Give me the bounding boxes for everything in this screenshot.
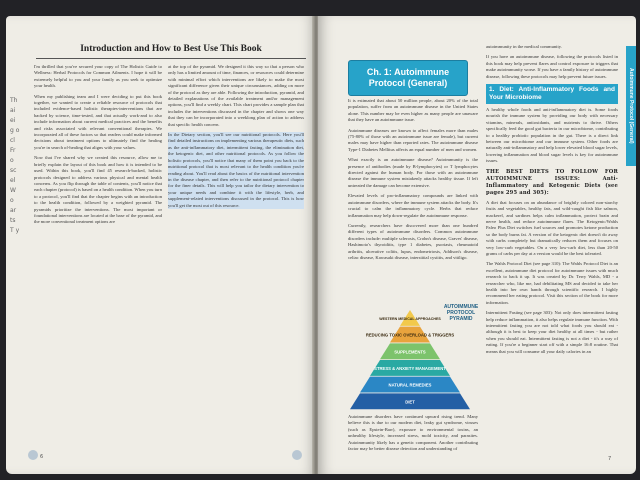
chapter-paragraph: What exactly is an autoimmune disease? Autoimmunity is the presence of antibodies (made by B-lymphocytes) or T lymphocytes directed against the human body. For those with an autoimmune disease the immune system mistakenly attacks healthy tissue. If left untreated the damage can become extensive.: [348, 157, 478, 188]
page-number: 6: [40, 454, 44, 460]
left-column-1: [34, 64, 162, 434]
chapter-paragraph: autoimmunity in the medical community.: [486, 44, 562, 49]
pyramid-level-label: WESTERN MEDICAL APPROACHES: [379, 316, 441, 321]
margin-notes: Th ai ei g o cl Fr o sc el W o ar ts T y: [10, 97, 20, 234]
left-column-2: [168, 64, 304, 434]
chapter-paragraph: Elevated levels of pro-inflammatory compounds are linked with autoimmune disorders, where the immune system attacks the body. It's crucial to calm the inflammatory cycle. Herbs that reduce inflammation may help down-regulate the autoimmune response.: [348, 193, 478, 218]
chapter-paragraph: A healthy whole foods and anti-inflammatory diet is. Some foods nourish the immune system by providing our body with necessary vitamins, minerals, antioxidants, and nutrients to thrive. Others specifically feed the good gut bacteria in our microbiome, contributing to a healthy probiotic population in the gut. There is a direct link between our microbiome and our immune system. Other foods are naturally anti-inflammatory and help lower elevated blood sugar levels, lowering inflammation and blood sugar levels is key for autoimmune issues.: [486, 107, 618, 164]
intro-paragraph: I'm thrilled that you've secured your copy of The Holistic Guide to Wellness: Herbal Protocols for Common Ailments. I hope it will be extremely helpful to you and your family as you seek to optimize your health.: [34, 64, 162, 89]
page-number: 7: [608, 456, 612, 462]
highlighted-paragraph: In the Dietary section, you'll see our nutritional protocols. Here you'll find detailed instructions on implementing various therapeutic diets, such as the anti-inflammatory diet, intermittent fasting, the elimination diet, the ketogenic diet, and other nutritional protocols. As you follow the holistic protocols, you'll notice that many of them point you back to the nutritional protocol that is most relevant to the health condition you're reading about. You'll read about the basics of the nutritional intervention in the disease chapter, and then refer to the nutritional protocol chapter for the finer details. This will help you tailor the dietary intervention to your unique needs and combine it with the lifestyle, herb, and supplement-related interventions discussed in the protocol. This is how you'll get the most out of this resource.: [168, 132, 304, 208]
chapter-paragraph: Currently, researchers have discovered more than one hundred different types of autoimmune disorders. Common autoimmune disorders include: multiple sclerosis, Crohn's disease, Graves' disease, Hashimoto's thyroiditis, type 1 diabetes, psoriasis, rheumatoid arthritis, ulcerative colitis, lupus, endometriosis, Addison's disease, celiac disease, Kawasaki disease, interstitial cystitis, and vitiligo.: [348, 222, 478, 260]
side-tab: Autoimmune Protocol (General): [626, 46, 636, 166]
intro-paragraph: When my publishing team and I were deciding to put this book together, we wanted to create a reliable resource of protocols that included evidence-based holistic therapies-interventions that are backed by science, time-tested, and that actually work-and to also include information about current medical practices and the benefits and risks associated with relevant conventional therapies. We incorporated all of these factors so that readers could make informed decisions about treatment options to ultimately find the healing you're in search of-healing that aligns with your values.: [34, 93, 162, 150]
chapter-paragraph: Autoimmune diseases are known to affect females more than males (75-80% of those with an autoimmune issue are female), but current males may have higher than reported rates. The autoimmune disease Type-1 Diabetes Mellitus affects an equal number of men and women.: [348, 127, 478, 152]
intro-paragraph: at the top of the pyramid. We designed it this way so that a person who only has a limited amount of time, finances, or resources could determine with minimal effort which interventions are likely to make the most significant difference given their unique circumstances, adding on more of the protocol as they are able. Following the introduction, pyramid, and detailed explanations of the available treatment and/or management options, you'll find a weekly chart. This chart provides a sample plan that includes the interventions discussed in the chapter and shows one way that they can be incorporated into a weeklong plan of action to address that specific health concern.: [168, 64, 304, 127]
title-divider: [36, 58, 306, 59]
page-title: Introduction and How to Best Use This Book: [80, 44, 262, 54]
pyramid-level-label: NATURAL REMEDIES: [388, 382, 432, 388]
intro-paragraph: Now that I've shared why we created this resource, allow me to briefly explain the layout of this book and how it is intended to be used. Within this book, you'll find 45 research-backed, holistic protocols designed to address various physical and mental health concerns. As you flip through the table of contents, you'll notice that each chapter (protocol) is based on a health condition. When you turn to a protocol, you'll find that the chapter begins with an introduction to the health condition, followed by a weighted pyramid. The pyramids prioritize the interventions. The most important or foundational interventions are located at the base of the pyramid, and the more conventional treatment options are: [34, 155, 162, 225]
left-page: [6, 16, 316, 474]
right-column-1: [348, 98, 478, 308]
right-column-1-bottom: [348, 414, 478, 464]
diet-heading: THE BEST DIETS TO FOLLOW FOR AUTOIMMUNE ISSUES: Anti-Inflammatory and Ketogenic Diets (see pages 295 and 305):: [486, 168, 618, 196]
chapter-paragraph: The Wahls Protocol Diet (see page 310): The Wahls Protocol Diet is an excellent, autoimmune diet protocol for autoimmune issues with much research to back it up. It was created by Dr. Terry Wahls, MD - a researcher who, like me, had debilitating MS and decided to take her health into her own hands through scientific research. I highly recommend her eating protocol. Visit this section of the book for more information.: [486, 261, 618, 305]
chapter-paragraph: Intermittent Fasting (see page 303): Not only does intermittent fasting help reduce inflammation, it also helps regulate immune function. With intermittent fasting you are not told what foods you should eat - although it is best to keep your diet healthy at all times - but rather when you should eat. Intermittent fasting is not a diet - it's a way of eating. If you're a beginner start off with a simple 16:8 routine. That means that you will consume all your daily calories in an: [486, 310, 618, 354]
chapter-paragraph: If you have an autoimmune disease, following the protocols listed in this book may help prevent flares and control exposure to triggers that make autoimmunity worse. If you have a family history of autoimmune disease, following these protocols may help prevent future issues.: [486, 54, 618, 79]
pyramid-level-label: DIET: [405, 399, 415, 405]
autoimmune-pyramid: [348, 306, 488, 416]
chapter-paragraph: It is estimated that about 50 million people, about 20% of the total population, suffer from an autoimmune disease in the United States alone. This number may be even higher as many people are unaware that they have an autoimmune issue.: [348, 98, 478, 123]
chapter-paragraph: Autoimmune disorders have continued upward rising trend. Many believe this is due to our modern diet, leaky gut syndrome, viruses (such as Epstein-Barr), exposure to environmental toxins, an unhealthy lifestyle, increased stress, mold toxicity, and parasites. Autoimmunity likely has a genetic component. Another contributing factor may be better disease detection and understanding of: [348, 414, 478, 452]
right-column-2: [486, 44, 618, 444]
right-page: [318, 16, 636, 474]
page-corner-icon: [28, 450, 38, 460]
pyramid-caption: AUTOIMMUNE PROTOCOL PYRAMID: [443, 304, 479, 322]
chapter-paragraph: A diet that focuses on an abundance of brightly colored non-starchy fruits and vegetables, healthy fats, and wild-caught fish like salmon, mackerel, and sardines helps calm inflammation, protect brain and nerve health, and reduce autoimmune flares. The Ketogenic/Wahls Paleo Plus Diet switches fuel sources and promotes ketone production so the body burns fat. A version of the ketogenic diet doesn't do away with carbs completely but dramatically reduces them and focuses on very low-carb vegetables. On a very low-carb diet, less than 20-50 grams of carbs per day at a version would be the best tolerated.: [486, 199, 618, 256]
pyramid-level-label: SUPPLEMENTS: [394, 349, 426, 355]
pyramid-level-label: STRESS & ANXIETY MANAGEMENT: [374, 365, 446, 371]
pyramid-level-label: REDUCING TOXIC OVERLOAD & TRIGGERS: [365, 332, 455, 338]
chapter-title: Ch. 1: Autoimmune Protocol (General): [348, 60, 468, 96]
page-corner-icon: [292, 450, 302, 460]
pyramid-graphic: [348, 306, 488, 416]
section-subhead: 1. Diet: Anti-Inflammatory Foods and Your Microbiome: [486, 84, 618, 104]
